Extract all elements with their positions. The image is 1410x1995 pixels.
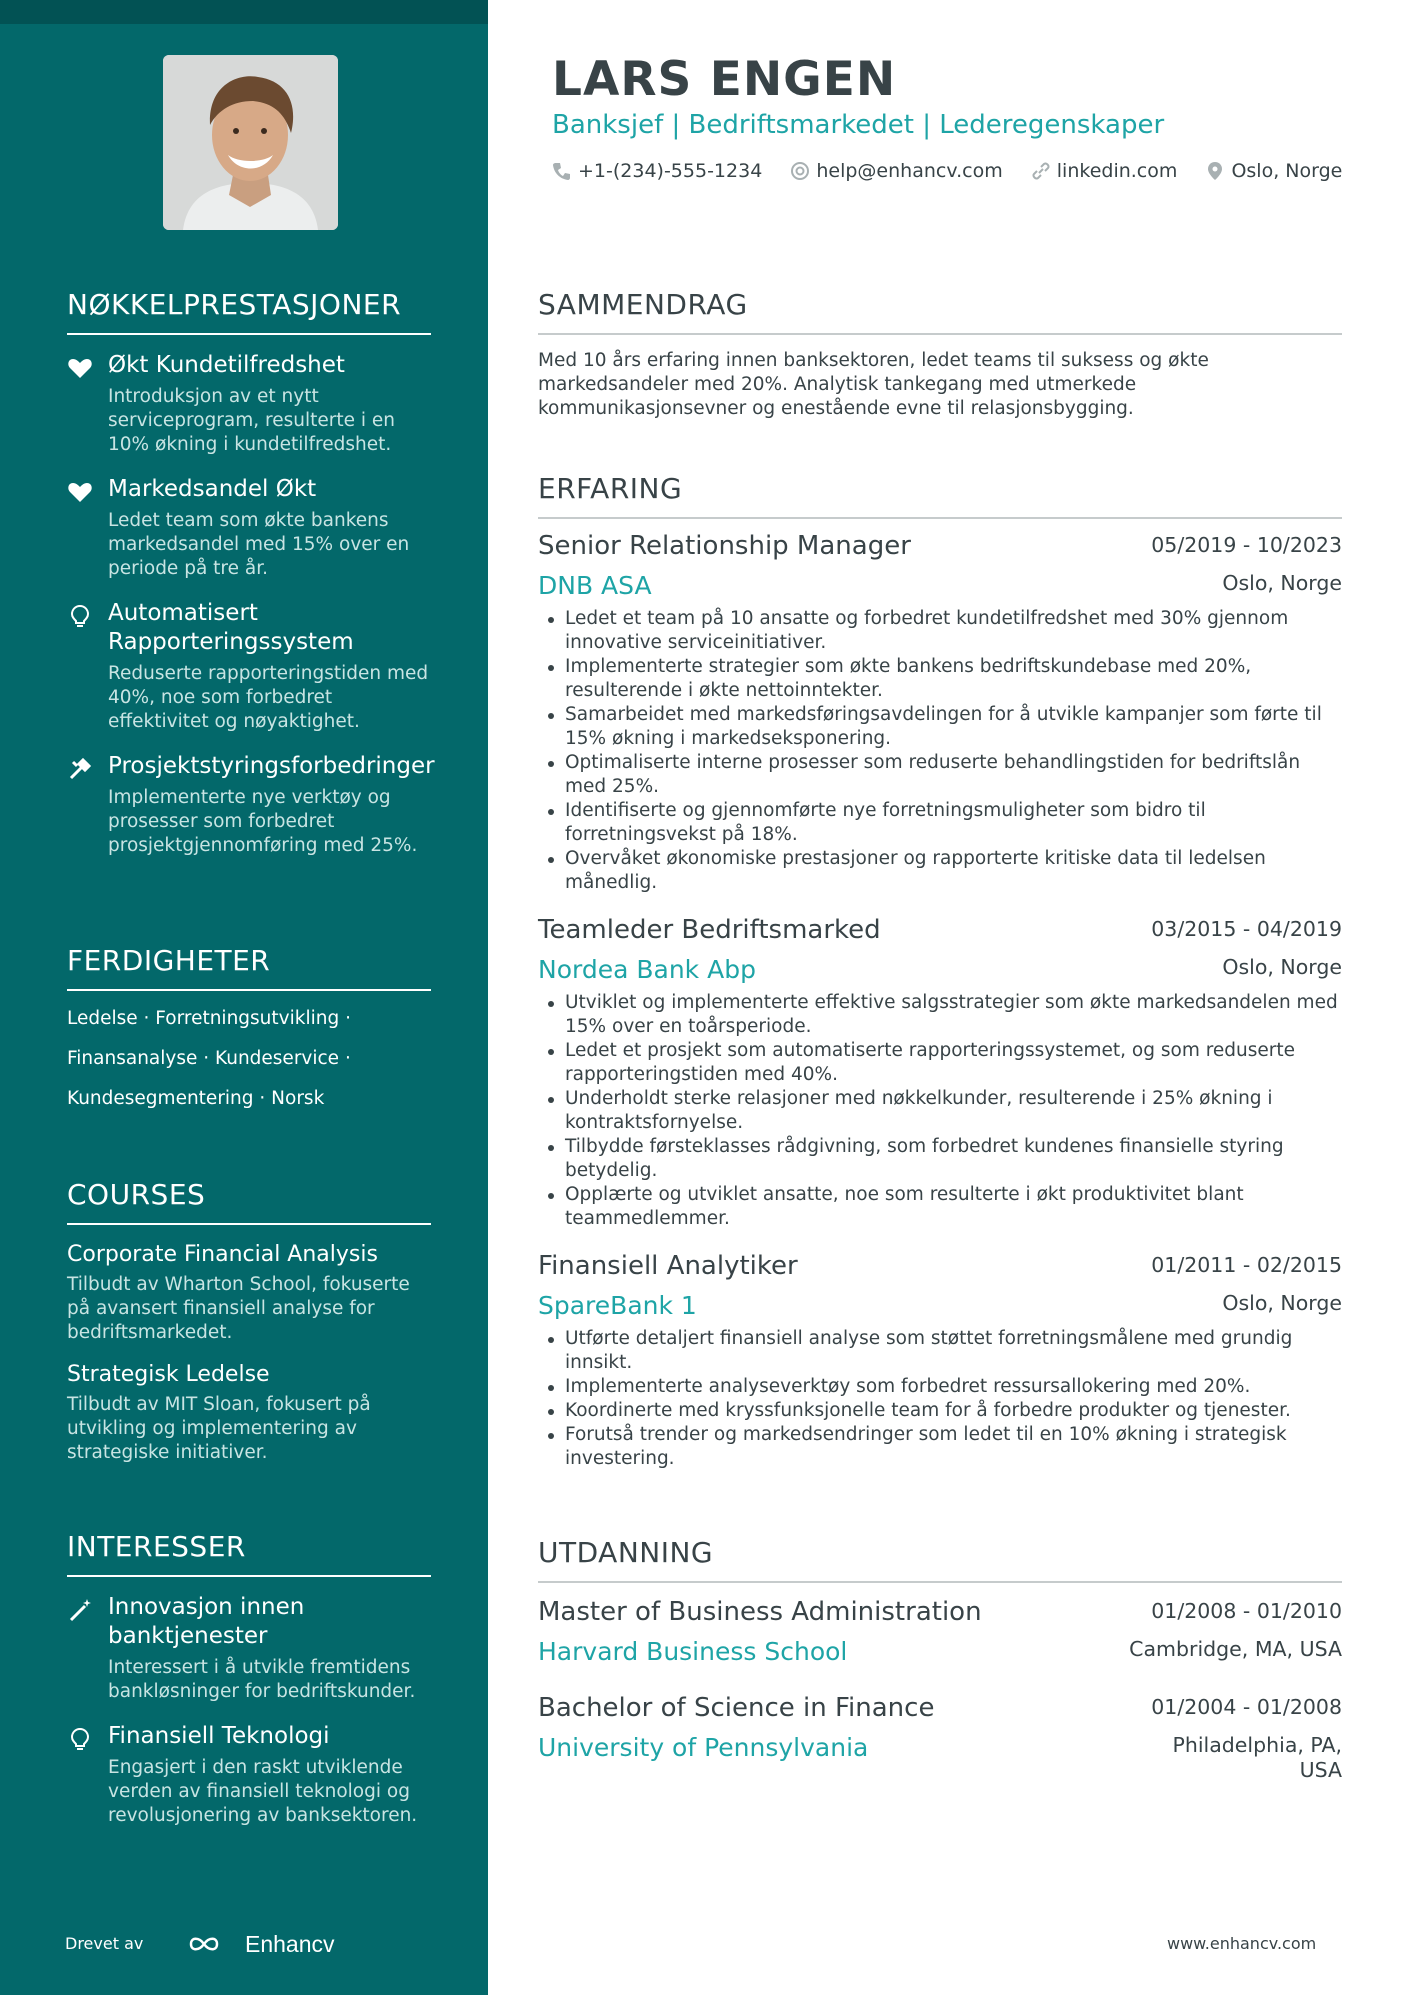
- achievements-section: [67, 288, 435, 858]
- linkedin-text: linkedin.com: [1056, 160, 1178, 182]
- achievement-item: [67, 599, 431, 734]
- achievement-item: [67, 475, 431, 581]
- interest-desc: Interessert i å utvikle fremtidens bankløsninger for bedriftskunder.: [108, 1657, 416, 1702]
- courses-heading: COURSES: [67, 1178, 431, 1225]
- achievement-desc: Ledet team som økte bankens markedsandel med 15% over en periode på tre år.: [108, 510, 410, 579]
- skills-section: [67, 944, 431, 1111]
- location-pin-icon: [1205, 161, 1225, 181]
- job-entry: [538, 531, 1342, 895]
- experience-section: [538, 472, 1342, 1471]
- list-item: Implementerte analyseverktøy som forbedret ressursallokering med 20%.: [538, 1375, 1342, 1399]
- list-item: Overvåket økonomiske prestasjoner og rapporterte kritiske data til ledelsen månedlig.: [538, 847, 1342, 895]
- achievement-title: Økt Kundetilfredshet: [108, 352, 345, 378]
- job-location: Oslo, Norge: [1222, 1291, 1342, 1315]
- achievements-heading: NØKKELPRESTASJONER: [67, 288, 431, 335]
- skills-heading: FERDIGHETER: [67, 944, 431, 991]
- job-dates: 05/2019 - 10/2023: [1151, 533, 1342, 557]
- phone-text: +1-(234)-555-1234: [578, 160, 763, 182]
- summary-section: [538, 288, 1342, 421]
- skills-row: Ledelse · Forretningsutvikling ·: [67, 1008, 351, 1029]
- list-item: Utførte detaljert finansiell analyse som støttet forretningsmålene med grundig innsikt.: [538, 1327, 1342, 1375]
- interest-item: [67, 1722, 431, 1828]
- skills-row: Kundesegmentering · Norsk: [67, 1088, 325, 1109]
- job-dates: 01/2011 - 02/2015: [1151, 1253, 1342, 1277]
- achievement-item: [67, 351, 431, 457]
- list-item: Ledet et prosjekt som automatiserte rapporteringssystemet, og som reduserte rapporteringstiden med 40%.: [538, 1039, 1342, 1087]
- enhancv-logo-text: Enhancv: [245, 1931, 335, 1957]
- location-text: Oslo, Norge: [1231, 160, 1343, 182]
- website-link[interactable]: www.enhancv.com: [1167, 1934, 1317, 1953]
- powered-by: [65, 1928, 385, 1968]
- course-item: [67, 1241, 431, 1345]
- tools-icon: [67, 756, 93, 782]
- phone-icon: [552, 161, 572, 181]
- school-name[interactable]: Harvard Business School: [538, 1637, 848, 1666]
- list-item: Underholdt sterke relasjoner med nøkkelkunder, resulterende i 25% økning i kontraktsfornyelse.: [538, 1087, 1342, 1135]
- courses-section: [67, 1178, 431, 1465]
- lightbulb-icon: [67, 603, 93, 629]
- powered-by-label: Drevet av: [65, 1934, 144, 1953]
- job-company[interactable]: DNB ASA: [538, 571, 652, 600]
- achievement-desc: Implementerte nye verktøy og prosesser som forbedret prosjektgjennomføring med 25%.: [108, 787, 418, 856]
- job-role: Senior Relationship Manager: [538, 531, 911, 561]
- list-item: Tilbydde førsteklasses rådgivning, som forbedret kundenes finansielle styring betydelig.: [538, 1135, 1342, 1183]
- degree-title: Bachelor of Science in Finance: [538, 1693, 935, 1723]
- interests-heading: INTERESSER: [67, 1530, 431, 1577]
- job-role: Teamleder Bedriftsmarked: [538, 915, 881, 945]
- link-icon: [1031, 161, 1051, 181]
- course-desc: Tilbudt av MIT Sloan, fokusert på utvikling og implementering av strategiske initiativer.: [67, 1394, 371, 1463]
- enhancv-logo[interactable]: [185, 1928, 345, 1960]
- school-name[interactable]: University of Pennsylvania: [538, 1733, 869, 1762]
- education-dates: 01/2008 - 01/2010: [1151, 1599, 1342, 1623]
- job-dates: 03/2015 - 04/2019: [1151, 917, 1342, 941]
- job-role: Finansiell Analytiker: [538, 1251, 798, 1281]
- course-desc: Tilbudt av Wharton School, fokuserte på avansert finansiell analyse for bedriftsmarkedet.: [67, 1274, 410, 1343]
- achievement-desc: Reduserte rapporteringstiden med 40%, noe som forbedret effektivitet og nøyaktighet.: [108, 663, 429, 732]
- list-item: Ledet et team på 10 ansatte og forbedret kundetilfredshet med 30% gjennom innovative serviceinitiativer.: [538, 607, 1342, 655]
- interest-title: Finansiell Teknologi: [108, 1723, 330, 1749]
- magic-wand-icon: [67, 1597, 93, 1623]
- contact-row: [552, 160, 1364, 188]
- job-location: Oslo, Norge: [1222, 955, 1342, 979]
- achievement-desc: Introduksjon av et nytt serviceprogram, resulterte i en 10% økning i kundetilfredshet.: [108, 386, 395, 455]
- course-item: [67, 1361, 431, 1465]
- job-location: Oslo, Norge: [1222, 571, 1342, 595]
- education-dates: 01/2004 - 01/2008: [1151, 1695, 1342, 1719]
- list-item: Koordinerte med kryssfunksjonelle team for å forbedre produkter og tjenester.: [538, 1399, 1342, 1423]
- degree-title: Master of Business Administration: [538, 1597, 982, 1627]
- contact-linkedin[interactable]: [1031, 160, 1178, 182]
- candidate-title: Banksjef | Bedriftsmarkedet | Lederegenskaper: [552, 110, 1165, 140]
- job-bullets: [538, 991, 1342, 1231]
- course-title: Strategisk Ledelse: [67, 1362, 270, 1387]
- school-location: Cambridge, MA, USA: [1129, 1637, 1342, 1661]
- job-entry: [538, 1251, 1342, 1471]
- list-item: Optimaliserte interne prosesser som reduserte behandlingstiden for bedriftslån med 25%.: [538, 751, 1342, 799]
- heart-icon: [67, 479, 93, 505]
- heart-icon: [67, 355, 93, 381]
- education-entry: [538, 1693, 1342, 1787]
- job-company[interactable]: SpareBank 1: [538, 1291, 697, 1320]
- email-text: help@enhancv.com: [816, 160, 1003, 182]
- job-company[interactable]: Nordea Bank Abp: [538, 955, 756, 984]
- school-location: Philadelphia, PA, USA: [1172, 1733, 1342, 1782]
- education-section: [538, 1536, 1342, 1787]
- education-entry: [538, 1597, 1342, 1671]
- summary-heading: SAMMENDRAG: [538, 288, 1342, 335]
- candidate-name: LARS ENGEN: [552, 52, 897, 107]
- contact-location: [1205, 160, 1342, 182]
- experience-heading: ERFARING: [538, 472, 1342, 519]
- interest-item: [67, 1593, 431, 1704]
- achievement-item: [67, 752, 435, 858]
- list-item: Utviklet og implementerte effektive salgsstrategier som økte markedsandelen med 15% over en toårsperiode.: [538, 991, 1342, 1039]
- lightbulb-icon: [67, 1726, 93, 1752]
- list-item: Opplærte og utviklet ansatte, noe som resulterte i økt produktivitet blant teammedlemmer.: [538, 1183, 1342, 1231]
- at-icon: [790, 161, 810, 181]
- list-item: Identifiserte og gjennomførte nye forretningsmuligheter som bidro til forretningsvekst på 18%.: [538, 799, 1342, 847]
- job-bullets: [538, 607, 1342, 895]
- list-item: Implementerte strategier som økte bankens bedriftskundebase med 20%, resulterende i økte nettoinntekter.: [538, 655, 1342, 703]
- summary-text: Med 10 års erfaring innen banksektoren, ledet teams til suksess og økte markedsandeler med 20%. Analytisk tankegang med utmerkede kommunikasjonsevner og enestående evne til relasjonsbygging.: [538, 350, 1209, 419]
- job-bullets: [538, 1327, 1342, 1471]
- sidebar-top-band: [0, 0, 488, 24]
- contact-phone[interactable]: [552, 160, 762, 182]
- interest-desc: Engasjert i den raskt utviklende verden av finansiell teknologi og revolusjonering av banksektoren.: [108, 1757, 418, 1826]
- achievement-title: Automatisert Rapporteringssystem: [108, 600, 354, 655]
- interests-section: [67, 1530, 431, 1828]
- job-entry: [538, 915, 1342, 1231]
- interest-title: Innovasjon innen banktjenester: [108, 1594, 305, 1649]
- course-title: Corporate Financial Analysis: [67, 1242, 378, 1267]
- list-item: Forutså trender og markedsendringer som ledet til en 10% økning i strategisk investering.: [538, 1423, 1342, 1471]
- education-heading: UTDANNING: [538, 1536, 1342, 1583]
- sidebar: [0, 0, 488, 1995]
- profile-photo: [163, 55, 338, 230]
- list-item: Samarbeidet med markedsføringsavdelingen for å utvikle kampanjer som førte til 15% økning i markedseksponering.: [538, 703, 1342, 751]
- achievement-title: Prosjektstyringsforbedringer: [108, 753, 435, 779]
- skills-row: Finansanalyse · Kundeservice ·: [67, 1048, 351, 1069]
- contact-email[interactable]: [790, 160, 1002, 182]
- achievement-title: Markedsandel Økt: [108, 476, 317, 502]
